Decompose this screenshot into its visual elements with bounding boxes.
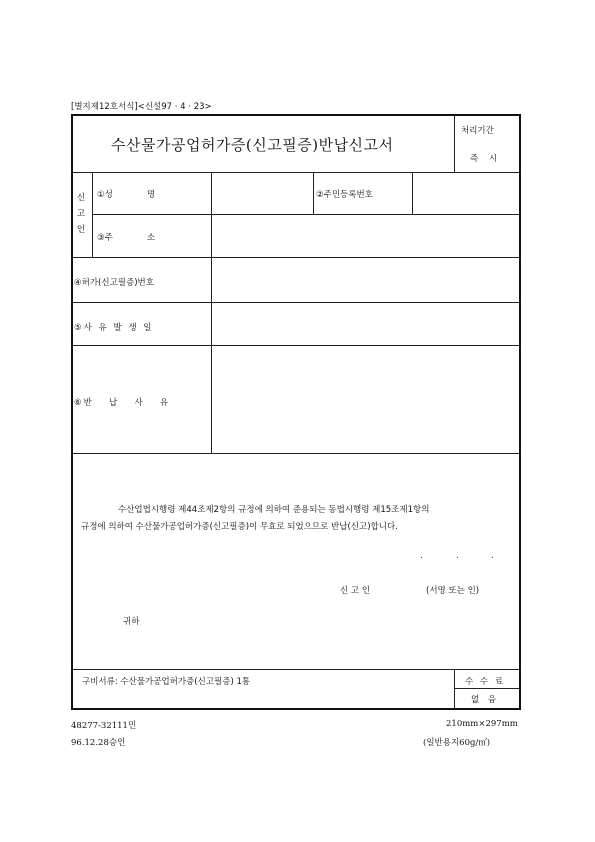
occurrence-date-field[interactable] (213, 304, 518, 344)
license-number-field[interactable] (213, 259, 518, 301)
reporter-label-2: 고 (76, 209, 86, 219)
form-header-note: [별지제12호서식]<신설97 · 4 · 23> (71, 102, 212, 112)
statement-line-2: 규정에 의하여 수산물가공업허가증(신고필증)이 무효로 되었으므로 반납(신고)합니다. (81, 522, 398, 532)
addressee-label: 귀하 (123, 617, 140, 627)
signer-label: 신 고 인 (340, 586, 371, 596)
resident-id-field[interactable] (414, 174, 518, 213)
fee-value: 없 음 (471, 695, 500, 705)
return-reason-field[interactable] (213, 347, 518, 452)
occurrence-date-label: ⑤사 유 발 생 일 (74, 323, 154, 333)
statement-line-1: 수산업법시행령 제44조제2항의 규정에 의하여 준용되는 동법시행령 제15조제1항의 (118, 505, 430, 515)
form-number: 48277-32111민 (71, 721, 137, 731)
paper-type: (일반용지60g/㎡) (423, 738, 491, 748)
name-label: ①성 명 (97, 190, 156, 200)
date-dot-3: . (491, 551, 494, 561)
resident-id-label: ②주민등록번호 (316, 190, 373, 200)
approval-date: 96.12.28승인 (71, 738, 126, 748)
paper-size: 210mm×297mm (446, 719, 518, 729)
address-label: ③주 소 (97, 233, 156, 243)
name-field[interactable] (213, 174, 313, 213)
signature-note: (서명 또는 인) (426, 586, 480, 596)
address-field[interactable] (213, 216, 518, 256)
reporter-label-3: 인 (76, 225, 86, 235)
fee-label: 수 수 료 (465, 677, 506, 687)
date-dot-1: . (420, 551, 423, 561)
return-reason-label: ⑥반 납 사 유 (74, 398, 171, 408)
attachments-label: 구비서류: 수산물가공업허가증(신고필증) 1통 (82, 677, 251, 687)
reporter-label-1: 신 (76, 193, 86, 203)
license-number-label: ④허가(신고필증)번호 (74, 278, 154, 288)
form-title: 수산물가공업허가증(신고필증)반납신고서 (111, 136, 394, 154)
processing-period-label: 처리기간 (461, 126, 494, 136)
date-dot-2: . (456, 551, 459, 561)
processing-period-value: 즉 시 (470, 154, 502, 164)
